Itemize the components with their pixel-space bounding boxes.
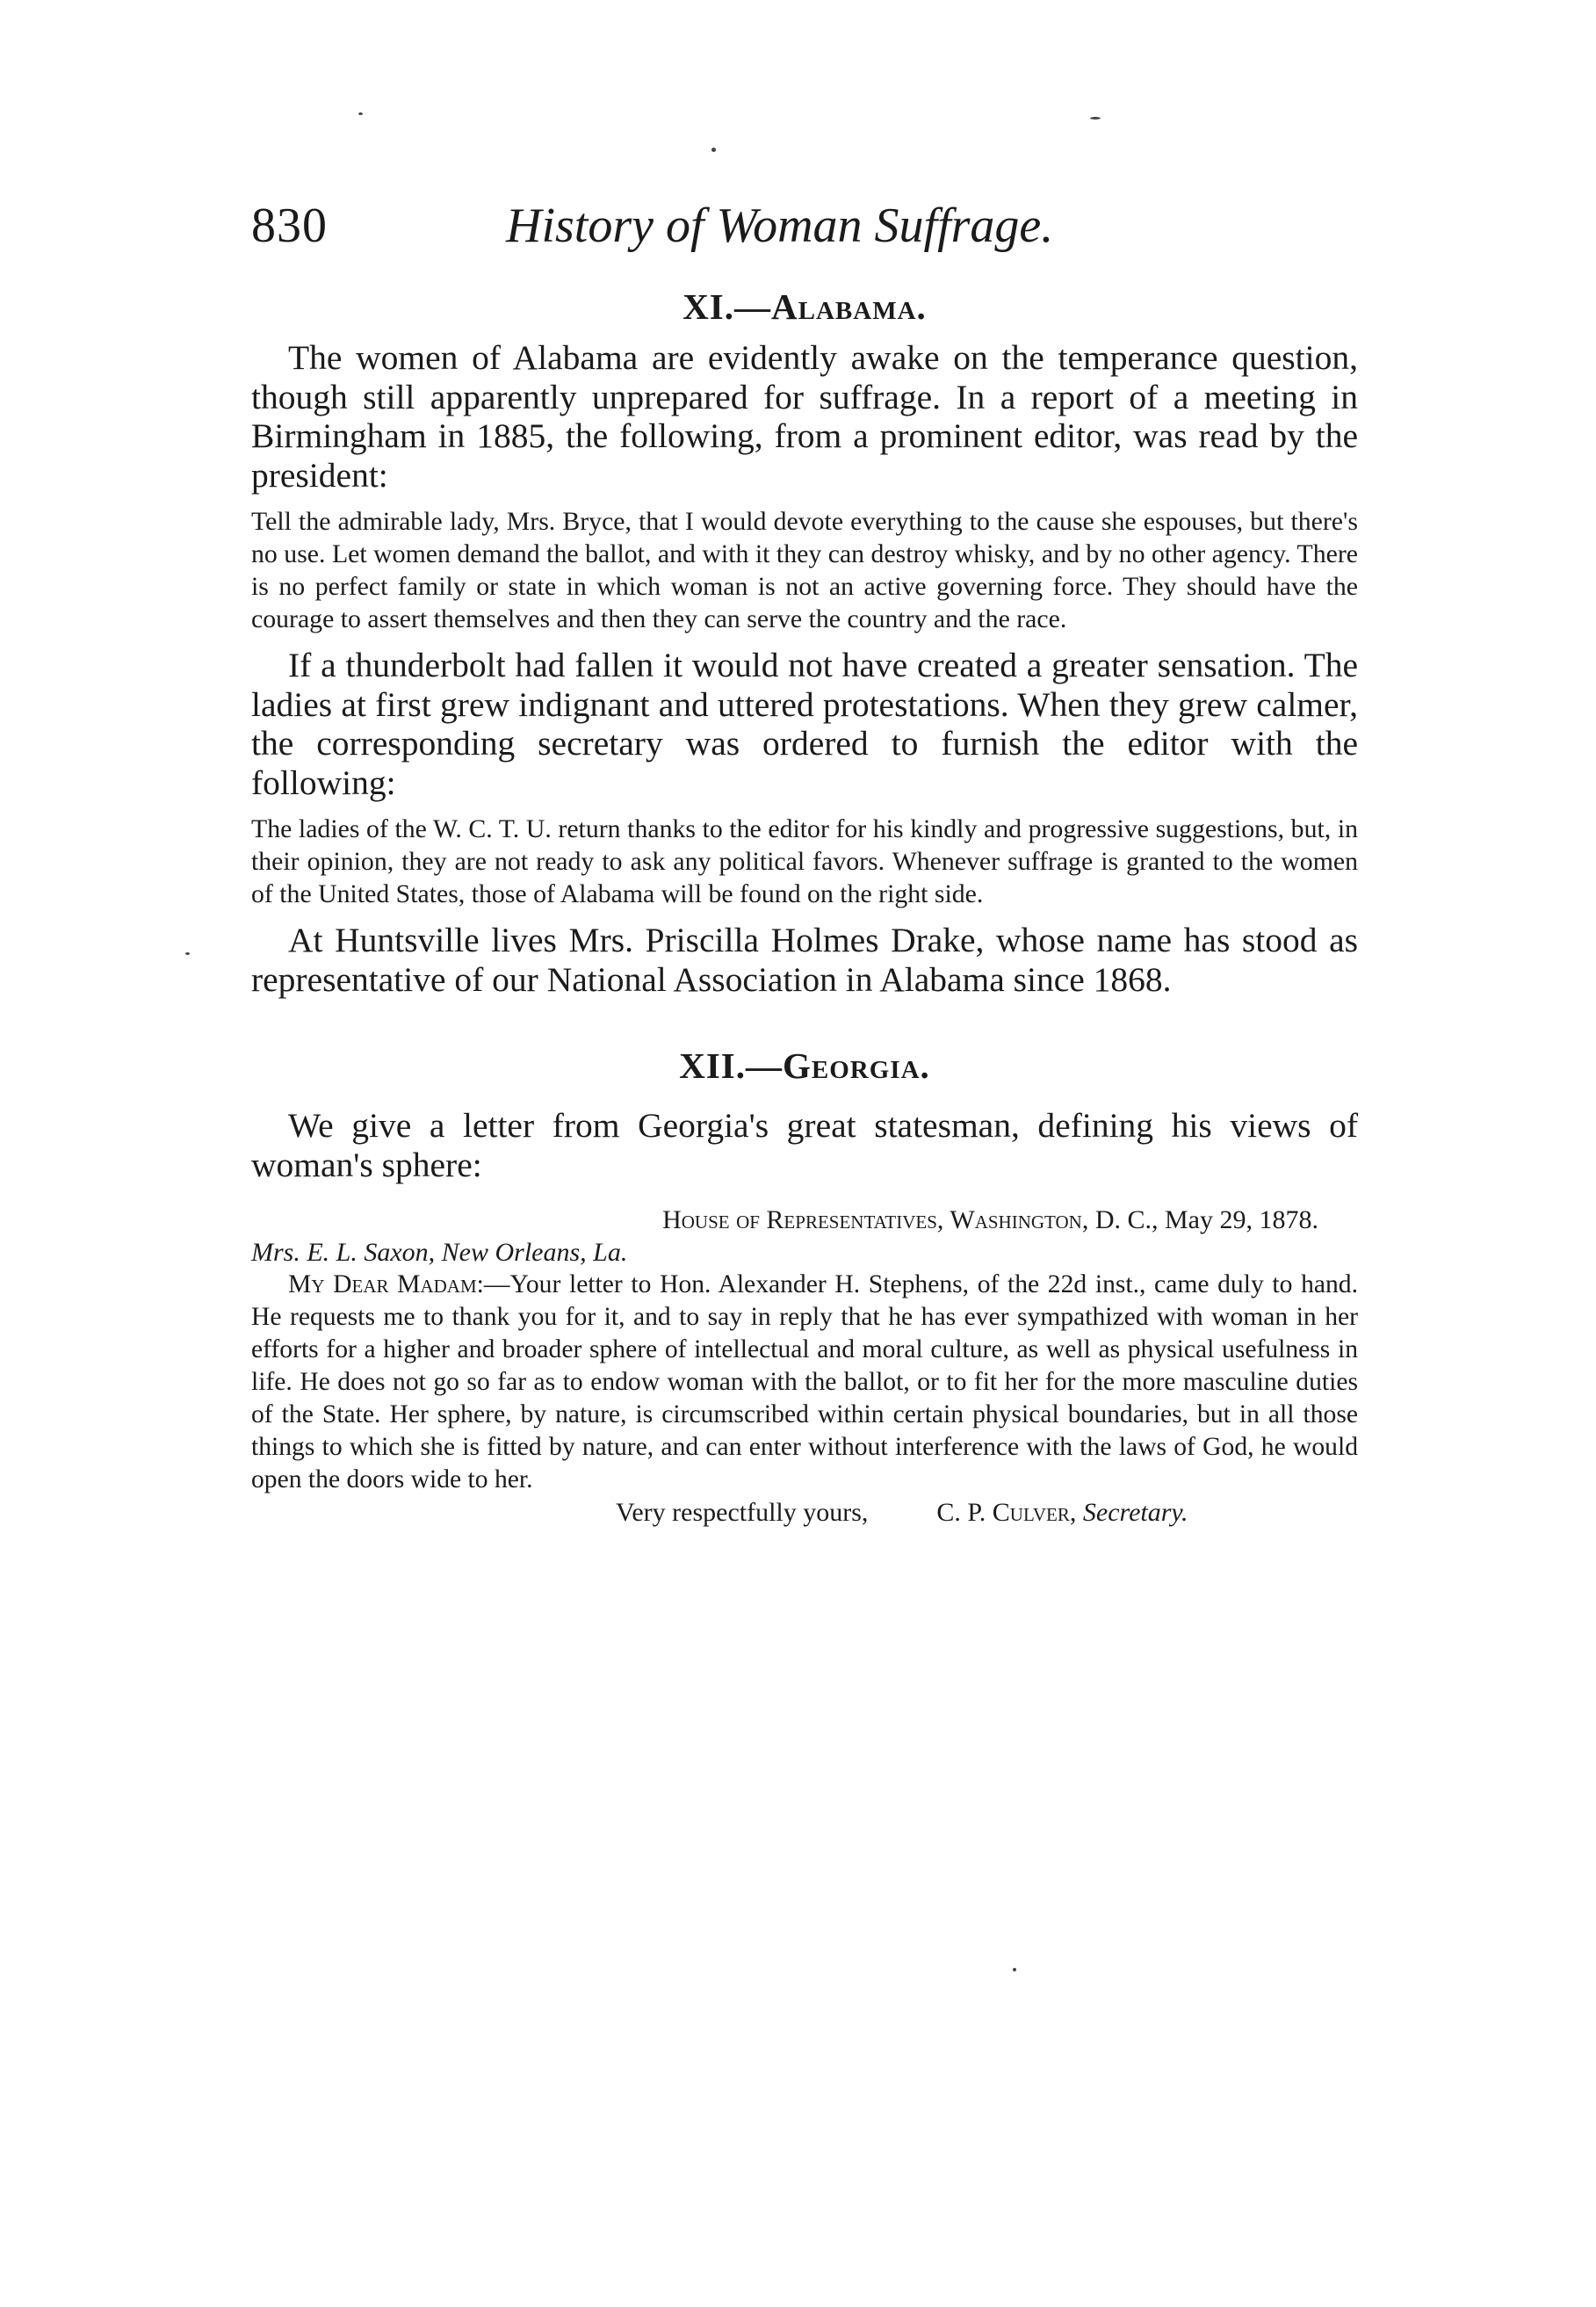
letter-signature <box>936 1496 1188 1529</box>
georgia-intro-paragraph: We give a letter from Georgia's great statesman, defining his views of woman's sphere: <box>251 1106 1358 1184</box>
page-header <box>251 198 1358 277</box>
letter-closing <box>251 1496 1358 1529</box>
section-name: Georgia. <box>783 1045 930 1086</box>
scan-speck <box>358 112 363 115</box>
section-name: Alabama. <box>771 286 927 327</box>
alabama-closing-paragraph: At Huntsville lives Mrs. Priscilla Holmes Drake, whose name has stood as representative of our National Association in Alabama since 1868. <box>251 921 1358 999</box>
signer-initials: C. P. <box>936 1498 986 1527</box>
section-number: XI.— <box>682 286 772 327</box>
alabama-reaction-paragraph: If a thunderbolt had fallen it would not have created a greater sensation. The ladies at first grew indignant and uttered protestations. When they grew calmer, the corresponding secretary was ordered to furnish the editor with the following: <box>251 646 1358 802</box>
running-title: History of Woman Suffrage. <box>506 199 1054 253</box>
letter-salutation: My Dear Madam <box>288 1270 477 1298</box>
scan-speck <box>1090 117 1101 119</box>
signer-name: Culver, <box>992 1498 1077 1527</box>
page-content <box>251 286 1358 1529</box>
scan-speck <box>711 148 716 152</box>
signer-role: Secretary. <box>1082 1498 1188 1527</box>
letter-closing-phrase: Very respectfully yours, <box>616 1498 869 1527</box>
page-number: 830 <box>251 199 328 253</box>
section-heading-alabama <box>251 286 1358 328</box>
letter-addressee: Mrs. E. L. Saxon, New Orleans, La. <box>251 1238 628 1267</box>
letter-body <box>251 1269 1358 1496</box>
letter <box>251 1204 1358 1529</box>
section-heading-georgia <box>251 1045 1358 1087</box>
wctu-reply-quote: The ladies of the W. C. T. U. return thanks to the editor for his kindly and progressive suggestions, but, in their opinion, they are not ready to ask any political favors. Whenever suffrage is granted to the women of the United States, those of Alabama will be found on the right side. <box>251 814 1358 908</box>
editor-quote: Tell the admirable lady, Mrs. Bryce, that I would devote everything to the cause she espouses, but there's no use. Let women demand the ballot, and with it they can destroy whisky, and by no other agency. There is no perfect family or state in which woman is not an active governing force. They should have the courage to assert themselves and then they can serve the country and the race. <box>251 507 1358 633</box>
letter-dateline-place: House of Representatives, Washington, D. C., <box>662 1205 1159 1234</box>
letter-body-text: :—Your letter to Hon. Alexander H. Stephens, of the 22d inst., came duly to hand. He requests me to thank you for it, and to say in reply that he has ever sympathized with woman in her efforts for a higher and broader sphere of intellectual and moral culture, as well as physical usefulness in life. He does not go so far as to endow woman with the ballot, or to fit her for the more masculine duties of the State. Her sphere, by nature, is circumscribed within certain physical boundaries, but in all those things to which she is fitted by nature, and can enter without interference with the laws of God, he would open the doors wide to her. <box>251 1270 1358 1493</box>
scan-speck <box>185 952 190 955</box>
scan-speck <box>1013 1968 1016 1971</box>
letter-dateline-date: May 29, 1878. <box>1165 1205 1318 1234</box>
section-number: XII.— <box>679 1045 783 1086</box>
letter-dateline <box>251 1204 1358 1236</box>
alabama-intro-paragraph: The women of Alabama are evidently awake on the temperance question, though still apparently unprepared for suffrage. In a report of a meeting in Birmingham in 1885, the following, from a prominent editor, was read by the president: <box>251 338 1358 495</box>
